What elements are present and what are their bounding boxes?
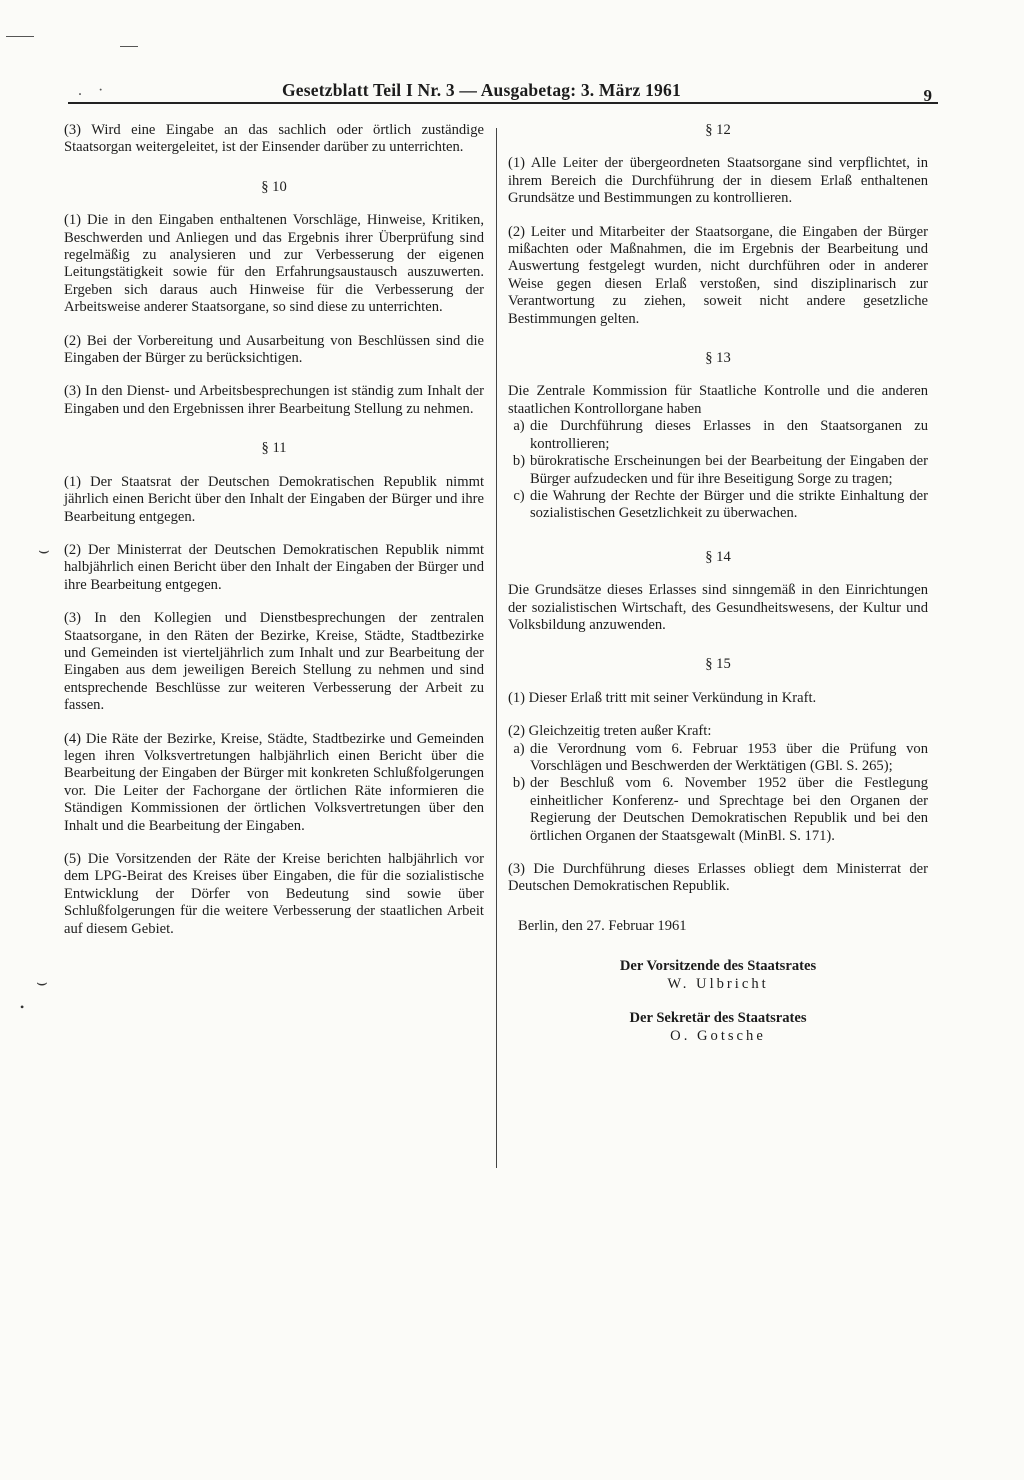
page-header: [68, 80, 938, 104]
column-divider: [496, 128, 497, 1168]
paragraph-12-1: (1) Alle Leiter der übergeordneten Staatsorgane sind verpflichtet, in ihrem Bereich die Durchführung der in diesem Erlaß enthaltenen Grundsätze und Bestimmungen zu kontrollieren.: [508, 155, 928, 207]
list-label: a): [513, 418, 525, 435]
list-text: bürokratische Erscheinungen bei der Bearbeitung der Eingaben der Bürger aufzudecken und für ihre Beseitigung Sorge zu tragen;: [530, 453, 928, 487]
paragraph-15-2: (2) Gleichzeitig treten außer Kraft:: [508, 723, 712, 740]
section-11-title: § 11: [261, 440, 287, 457]
list-item-13-c: [508, 488, 928, 523]
signature-role: Der Vorsitzende des Staatsrates: [619, 958, 817, 975]
paragraph-15-3: (3) Die Durchführung dieses Erlasses obliegt dem Ministerrat der Deutschen Demokratischen Republik.: [508, 861, 928, 895]
list-label: b): [512, 775, 526, 792]
paragraph-13-intro: Die Zentrale Kommission für Staatliche Kontrolle und die anderen staatlichen Kontrollorgane haben: [508, 383, 928, 417]
signature-name: O. Gotsche: [670, 1028, 766, 1045]
paragraph-11-2: (2) Der Ministerrat der Deutschen Demokratischen Republik nimmt halbjährlich einen Bericht über den Inhalt der Eingaben der Bürger und ihre Bearbeitung entgegen.: [64, 541, 484, 593]
section-15-title: § 15: [705, 656, 731, 673]
margin-check-mark-2: ⌣: [36, 972, 48, 992]
place-date: Berlin, den 27. Februar 1961: [518, 917, 687, 934]
list-label: b): [512, 453, 526, 470]
section-12-title: § 12: [705, 122, 731, 138]
section-10-title: § 10: [261, 178, 287, 195]
header-title: Gesetzblatt Teil I Nr. 3 — Ausgabetag: 3. März 1961: [282, 80, 681, 100]
paragraph-12-2: (2) Leiter und Mitarbeiter der Staatsorgane, die Eingaben der Bürger mißachten oder Maßnahmen, die im Ergebnis der Bearbeitung und Auswertung festgelegt wurden, nicht durchführen oder in anderer Weise gegen diesen Erlaß verstoßen, sind disziplinarisch zur Verantwortung zu ziehen, soweit nicht andere gesetzliche Bestimmungen gelten.: [508, 223, 928, 327]
paragraph-10-1: (1) Die in den Eingaben enthaltenen Vorschläge, Hinweise, Kritiken, Beschwerden und Anliegen und das Ergebnis ihrer Überprüfung sind regelmäßig zu analysieren und zur Verbesserung der eigenen Leitungstätigkeit sowie für den Erfahrungsaustausch auszuwerten. Ergeben sich daraus auch Hinweise für die Verbesserung der Arbeitsweise anderer Staatsorgane, so sind diese zu unterrichten.: [64, 212, 484, 316]
margin-dot: •: [20, 1000, 25, 1014]
list-text: die Verordnung vom 6. Februar 1953 über die Prüfung von Vorschlägen und Beschwerden der Werktätigen (GBl. S. 265);: [530, 740, 928, 774]
paragraph-9-3: (3) Wird eine Eingabe an das sachlich oder örtlich zuständige Staatsorgan weitergeleitet, ist der Einsender darüber zu unterrichten.: [64, 122, 484, 156]
list-label: c): [513, 487, 525, 504]
paragraph-11-4: (4) Die Räte der Bezirke, Kreise, Städte, Stadtbezirke und Gemeinden legen ihren Volksvertretungen halbjährlich einen Bericht über die Bearbeitung der Eingaben der Bürger mit konkreten Schlußfolgerungen vor. Die Leiter der Fachorgane der örtlichen Räte informieren die Ständigen Kommissionen der örtlichen Volksvertretungen über den Inhalt und die Bearbeitung der Eingaben.: [64, 730, 484, 834]
list-text: die Durchführung dieses Erlasses in den Staatsorganen zu kontrollieren;: [530, 418, 928, 452]
scan-mark-top-2: [120, 46, 138, 47]
signature-name: W. Ulbricht: [667, 976, 769, 993]
section-14-title: § 14: [705, 548, 731, 565]
paragraph-11-1: (1) Der Staatsrat der Deutschen Demokratischen Republik nimmt jährlich einen Bericht über den Inhalt der Eingaben der Bürger und ihre Bearbeitung entgegen.: [64, 473, 484, 525]
left-column: [64, 122, 484, 938]
scan-mark-top: [6, 36, 34, 37]
paragraph-11-3: (3) In den Kollegien und Dienstbesprechungen der zentralen Staatsorgane, in den Räten der Bezirke, Kreise, Städte, Stadtbezirke und Gemeinden ist vierteljährlich zum Inhalt und zur Bearbeitung der Eingaben aus dem jeweiligen Bereich Stellung zu nehmen und sind entsprechende Beschlüsse zur weiteren Verbesserung der Arbeit zu fassen.: [64, 610, 484, 714]
header-dots: . ·: [78, 82, 110, 99]
section-13-title: § 13: [705, 350, 731, 367]
list-item-13-a: [508, 418, 928, 453]
signature-block-secretary: [508, 1009, 928, 1045]
page-number: 9: [923, 86, 932, 105]
list-item-15-b: [508, 775, 928, 845]
margin-check-mark: ⌣: [38, 540, 50, 560]
paragraph-10-2: (2) Bei der Vorbereitung und Ausarbeitung von Beschlüssen sind die Eingaben der Bürger zu berücksichtigen.: [64, 332, 484, 367]
signature-role: Der Sekretär des Staatsrates: [629, 1010, 807, 1027]
right-column: [508, 122, 928, 1045]
paragraph-10-3: (3) In den Dienst- und Arbeitsbesprechungen ist ständig zum Inhalt der Eingaben und den Ergebnissen ihrer Bearbeitung Stellung zu nehmen.: [64, 383, 484, 417]
paragraph-14: Die Grundsätze dieses Erlasses sind sinngemäß in den Einrichtungen der sozialistischen Wirtschaft, des Gesundheitswesens, der Kultur und Volksbildung anzuwenden.: [508, 582, 928, 633]
list-text: die Wahrung der Rechte der Bürger und die strikte Einhaltung der sozialistischen Gesetzlichkeit zu überwachen.: [530, 487, 928, 522]
list-item-13-b: [508, 453, 928, 488]
list-item-15-a: [508, 741, 928, 776]
paragraph-11-5: (5) Die Vorsitzenden der Räte der Kreise berichten halbjährlich vor dem LPG-Beirat des Kreises über Eingaben, die für die sozialistische Entwicklung der Dörfer von Bedeutung sind sowie über Schlußfolgerungen für die weitere Verbesserung der staatlichen Arbeit auf diesem Gebiet.: [64, 851, 484, 937]
signature-block-chairman: [508, 957, 928, 993]
paragraph-15-1: (1) Dieser Erlaß tritt mit seiner Verkündung in Kraft.: [508, 689, 817, 706]
list-text: der Beschluß vom 6. November 1952 über die Festlegung einheitlicher Konferenz- und Sprechtage bei den Organen der Regierung der Deutschen Demokratischen Republik und bei den örtlichen Organen der Staatsgewalt (MinBl. S. 171).: [530, 775, 928, 844]
list-label: a): [513, 740, 525, 757]
